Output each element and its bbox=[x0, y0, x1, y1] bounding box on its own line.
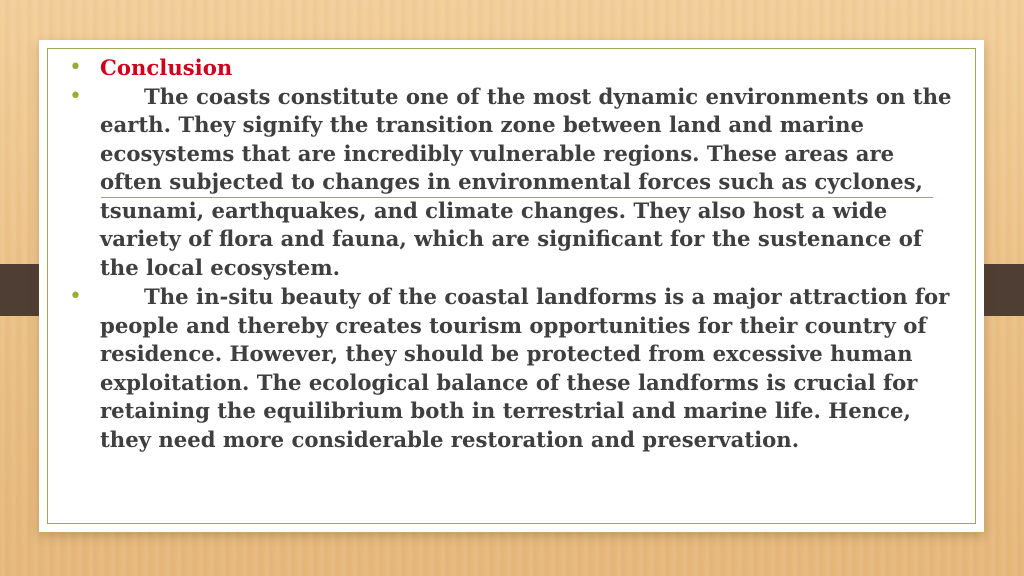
paragraph-2-text: The in-situ beauty of the coastal landforms is a major attraction for people and thereby creates tourism opportunities for their country of residence. However, they should be protected from excessive human exploitation. The ecological balance of these landforms is crucial for retaining the equilibrium both in terrestrial and marine life. Hence, they need more considerable restoration and preservation. bbox=[100, 284, 950, 452]
slide-card bbox=[39, 40, 984, 532]
slide-heading: Conclusion bbox=[100, 55, 233, 80]
left-side-tab bbox=[0, 264, 40, 316]
paragraph-2 bbox=[69, 283, 959, 454]
slide-content bbox=[69, 54, 959, 454]
bullet-icon: • bbox=[69, 55, 82, 80]
underline-rule bbox=[101, 197, 933, 198]
bullet-icon: • bbox=[69, 83, 82, 109]
bullet-icon: • bbox=[69, 284, 82, 309]
paragraph-1 bbox=[69, 83, 959, 283]
paragraph-1-text: The coasts constitute one of the most dynamic environments on the earth. They signify the transition zone between land and marine ecosystems that are incredibly vulnerable regions. These areas are often subjected to changes in environmental forces such as cyclones, tsunami, earthquakes, and climate changes. They also host a wide variety of flora and fauna, which are significant for the sustenance of the local ecosystem. bbox=[100, 83, 952, 280]
heading-row bbox=[69, 54, 959, 83]
